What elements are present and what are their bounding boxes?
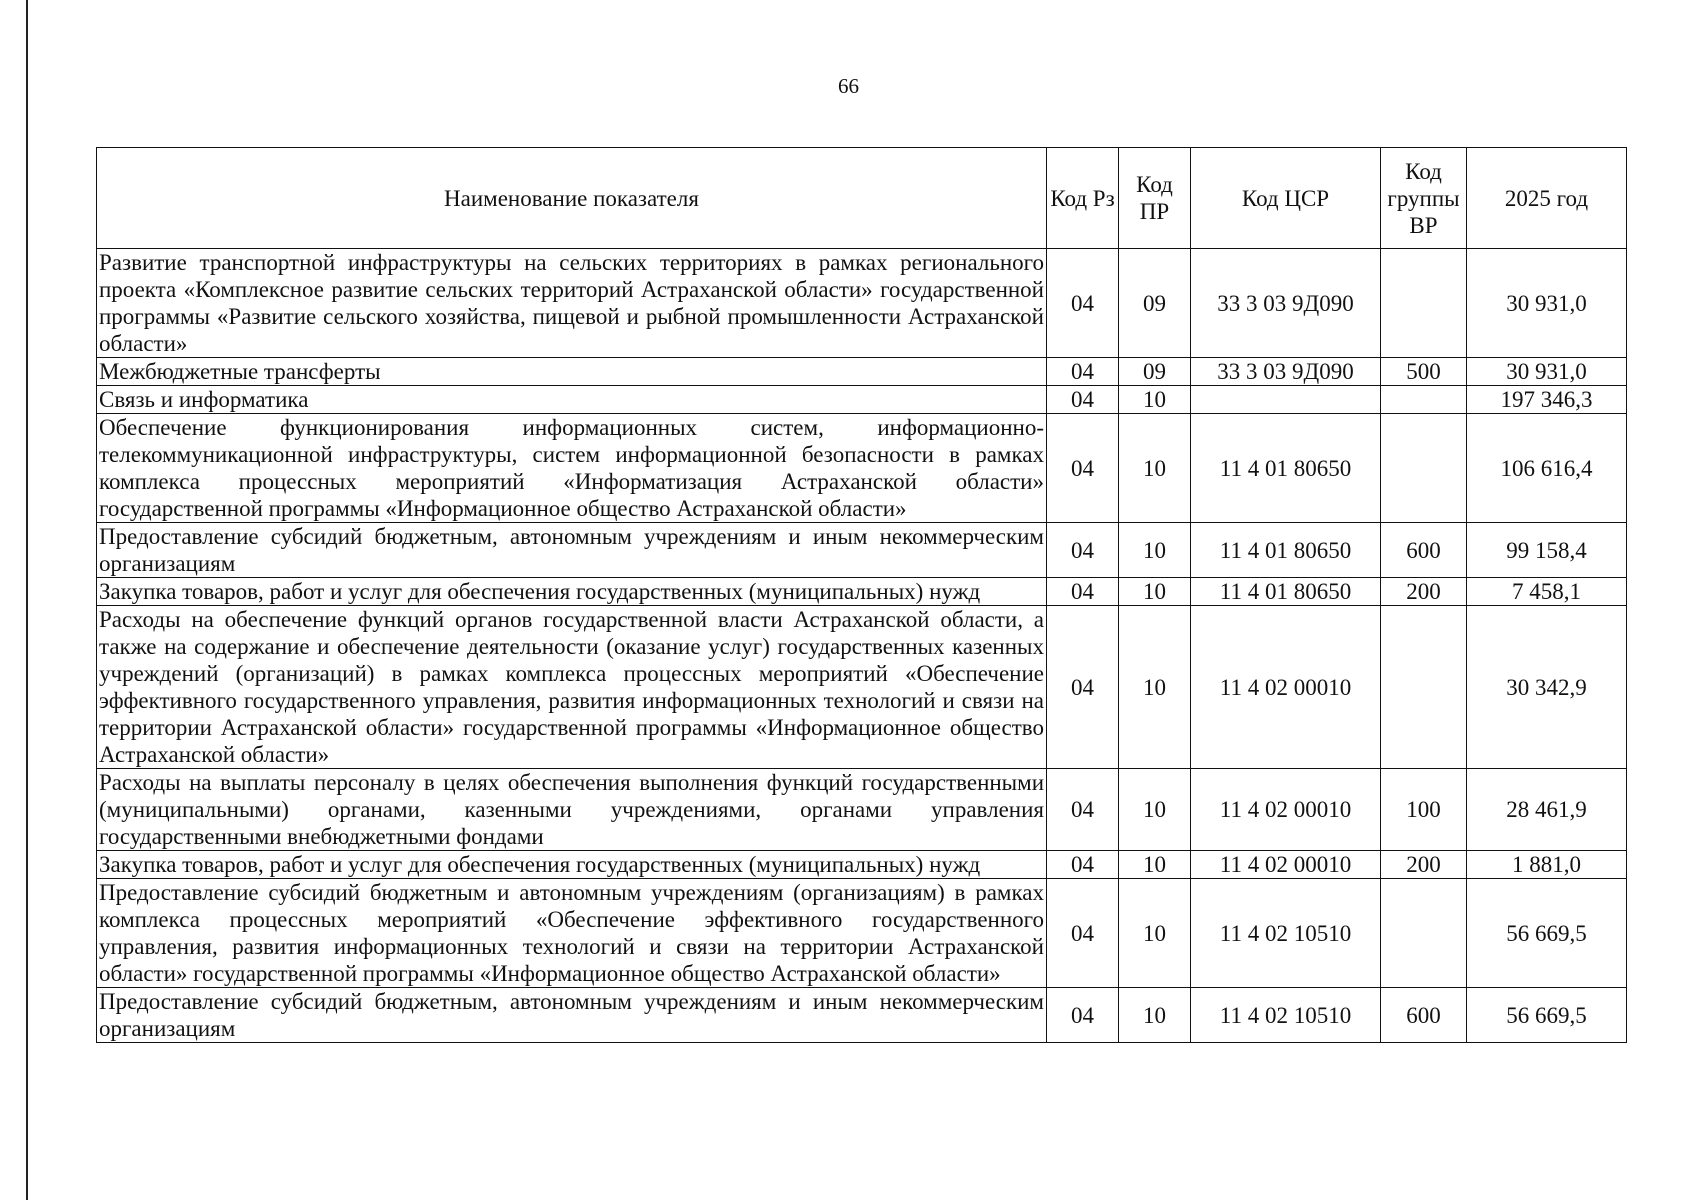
table-row [97,523,1627,578]
row-csr: 11 4 02 00010 [1191,606,1381,769]
row-vr: 600 [1381,523,1467,578]
row-vr: 200 [1381,578,1467,606]
row-amount: 56 669,5 [1467,988,1627,1043]
row-name: Предоставление субсидий бюджетным, автономным учреждениям и иным некоммерческим организациям [97,523,1047,578]
row-pr: 09 [1119,358,1191,386]
row-csr: 11 4 02 00010 [1191,851,1381,879]
row-vr [1381,606,1467,769]
row-vr [1381,249,1467,358]
row-vr: 200 [1381,851,1467,879]
table-row [97,606,1627,769]
row-vr [1381,879,1467,988]
row-amount: 30 342,9 [1467,606,1627,769]
header-csr: Код ЦСР [1191,148,1381,249]
row-pr: 10 [1119,879,1191,988]
row-pr: 09 [1119,249,1191,358]
table-row [97,851,1627,879]
row-rz: 04 [1047,606,1119,769]
row-csr: 11 4 01 80650 [1191,414,1381,523]
table-row [97,879,1627,988]
table-header-row [97,148,1627,249]
header-year: 2025 год [1467,148,1627,249]
row-amount: 30 931,0 [1467,249,1627,358]
header-name: Наименование показателя [97,148,1047,249]
row-amount: 28 461,9 [1467,769,1627,851]
row-csr: 11 4 01 80650 [1191,578,1381,606]
row-rz: 04 [1047,851,1119,879]
row-rz: 04 [1047,523,1119,578]
row-csr: 11 4 02 00010 [1191,769,1381,851]
row-csr [1191,386,1381,414]
row-name: Предоставление субсидий бюджетным и автономным учреждениям (организациям) в рамках комплекса процессных мероприятий «Обеспечение эффективного государственного управления, развития информационных технологий и связи на территории Астраханской области» государственной программы «Информационное общество Астраханской области» [97,879,1047,988]
row-vr [1381,414,1467,523]
row-rz: 04 [1047,386,1119,414]
row-rz: 04 [1047,988,1119,1043]
row-amount: 56 669,5 [1467,879,1627,988]
row-pr: 10 [1119,523,1191,578]
row-rz: 04 [1047,249,1119,358]
row-rz: 04 [1047,879,1119,988]
row-rz: 04 [1047,414,1119,523]
table-row [97,578,1627,606]
row-vr: 100 [1381,769,1467,851]
row-pr: 10 [1119,386,1191,414]
row-rz: 04 [1047,578,1119,606]
table-row [97,358,1627,386]
row-csr: 11 4 01 80650 [1191,523,1381,578]
row-rz: 04 [1047,358,1119,386]
row-csr: 33 3 03 9Д090 [1191,249,1381,358]
table-row [97,249,1627,358]
row-vr: 600 [1381,988,1467,1043]
row-name: Межбюджетные трансферты [97,358,1047,386]
row-name: Закупка товаров, работ и услуг для обеспечения государственных (муниципальных) нужд [97,578,1047,606]
row-name: Расходы на обеспечение функций органов государственной власти Астраханской области, а также на содержание и обеспечение деятельности (оказание услуг) государственных казенных учреждений (организаций) в рамках комплекса процессных мероприятий «Обеспечение эффективного государственного управления, развития информационных технологий и связи на территории Астраханской области» государственной программы «Информационное общество Астраханской области» [97,606,1047,769]
row-name: Развитие транспортной инфраструктуры на сельских территориях в рамках регионального проекта «Комплексное развитие сельских территорий Астраханской области» государственной программы «Развитие сельского хозяйства, пищевой и рыбной промышленности Астраханской области» [97,249,1047,358]
row-pr: 10 [1119,988,1191,1043]
row-vr [1381,386,1467,414]
row-name: Предоставление субсидий бюджетным, автономным учреждениям и иным некоммерческим организациям [97,988,1047,1043]
row-pr: 10 [1119,414,1191,523]
row-amount: 106 616,4 [1467,414,1627,523]
row-pr: 10 [1119,606,1191,769]
row-name: Закупка товаров, работ и услуг для обеспечения государственных (муниципальных) нужд [97,851,1047,879]
row-csr: 11 4 02 10510 [1191,988,1381,1043]
row-name: Обеспечение функционирования информационных систем, информационно-телекоммуникационной инфраструктуры, систем информационной безопасности в рамках комплекса процессных мероприятий «Информатизация Астраханской области» государственной программы «Информационное общество Астраханской области» [97,414,1047,523]
row-name: Расходы на выплаты персоналу в целях обеспечения выполнения функций государственными (муниципальными) органами, казенными учреждениями, органами управления государственными внебюджетными фондами [97,769,1047,851]
header-rz: Код Рз [1047,148,1119,249]
table-row [97,386,1627,414]
budget-table [96,147,1627,1043]
table-row [97,769,1627,851]
row-pr: 10 [1119,851,1191,879]
table-row [97,414,1627,523]
row-vr: 500 [1381,358,1467,386]
header-vr: Код группы ВР [1381,148,1467,249]
row-csr: 33 3 03 9Д090 [1191,358,1381,386]
row-pr: 10 [1119,578,1191,606]
row-csr: 11 4 02 10510 [1191,879,1381,988]
row-amount: 30 931,0 [1467,358,1627,386]
page-number: 66 [838,74,859,98]
row-pr: 10 [1119,769,1191,851]
row-amount: 197 346,3 [1467,386,1627,414]
binding-margin-line [26,0,28,1200]
row-name: Связь и информатика [97,386,1047,414]
header-pr: Код ПР [1119,148,1191,249]
table-row [97,988,1627,1043]
row-amount: 7 458,1 [1467,578,1627,606]
row-amount: 1 881,0 [1467,851,1627,879]
row-rz: 04 [1047,769,1119,851]
row-amount: 99 158,4 [1467,523,1627,578]
